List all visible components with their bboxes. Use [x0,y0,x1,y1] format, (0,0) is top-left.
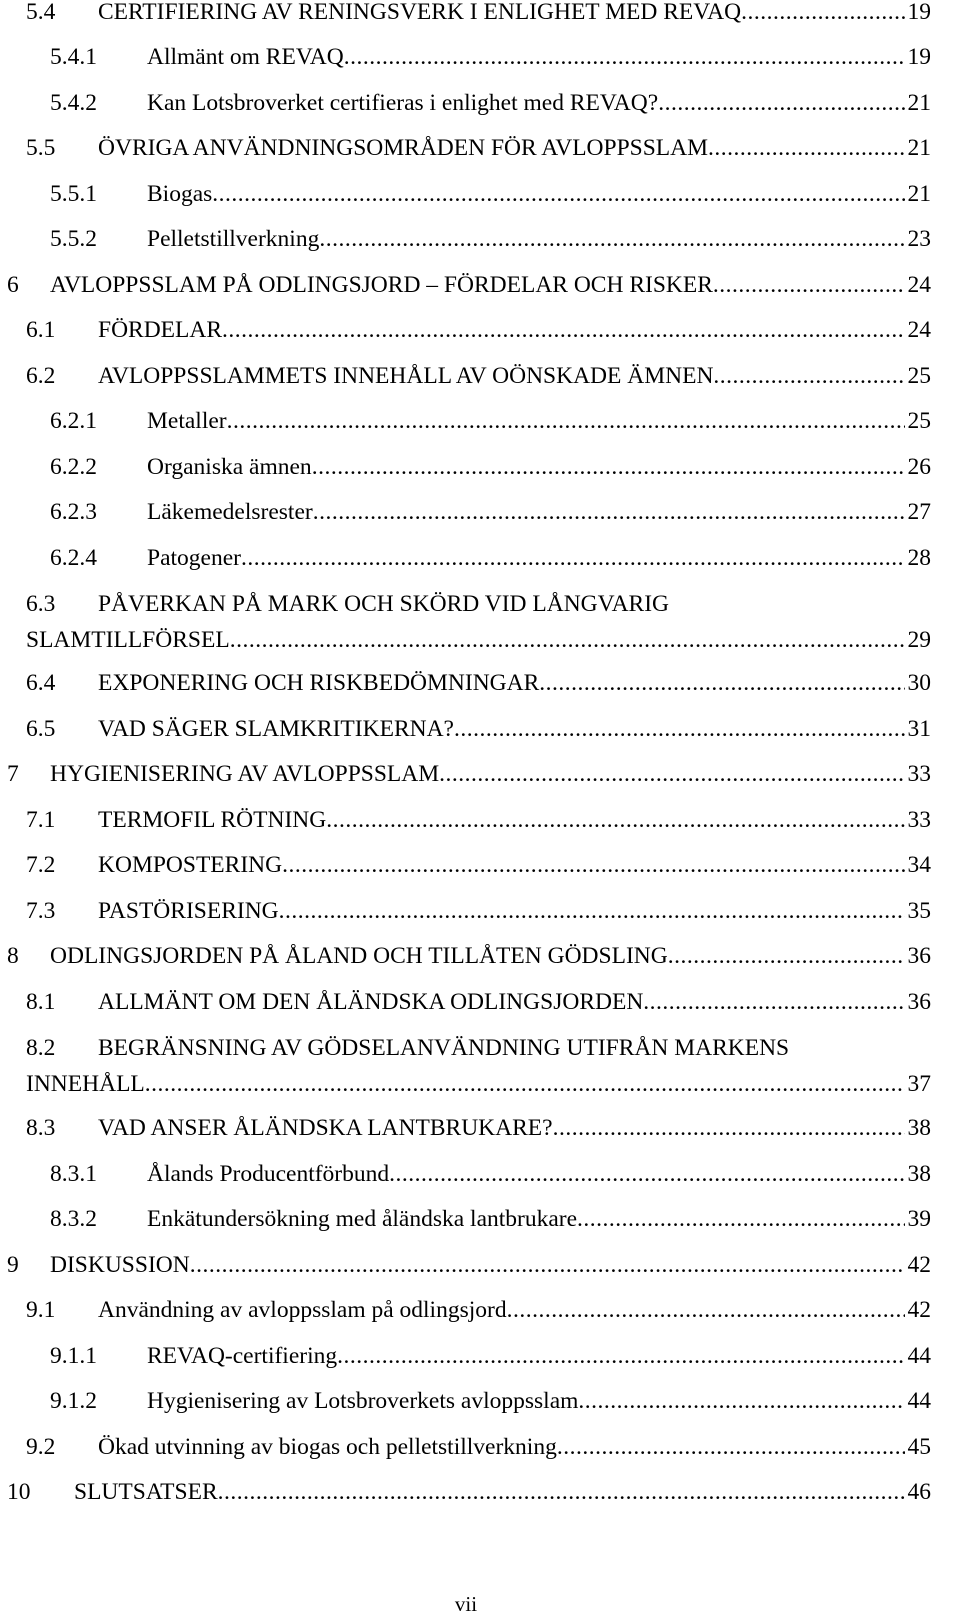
toc-entry[interactable] [0,804,931,836]
toc-entry-page: 27 [907,499,931,525]
toc-entry-title: SLUTSATSER [74,1479,218,1505]
toc-entry-page: 19 [907,44,931,70]
toc-entry-page: 29 [907,627,931,653]
toc-entry-number: 5.4.1 [50,44,97,70]
toc-entry-number: 9 [7,1252,19,1278]
toc-entry-title: KOMPOSTERING [98,852,283,878]
toc-entry-page: 34 [907,852,931,878]
toc-entry-number: 5.5.2 [50,226,97,252]
toc-entry-title: Kan Lotsbroverket certifieras i enlighet med REVAQ? [147,90,659,116]
toc-entry-title: ODLINGSJORDEN PÅ ÅLAND OCH TILLÅTEN GÖDSLING [50,943,668,969]
toc-entry[interactable] [0,269,931,301]
toc-entry-page: 24 [907,272,931,298]
toc-entry-number: 6.5 [26,716,56,742]
toc-entry[interactable] [0,849,931,881]
toc-entry-number: 5.4 [26,0,56,25]
toc-entry-title: EXPONERING OCH RISKBEDÖMNINGAR [98,670,540,696]
dot-leader [713,360,904,392]
toc-entry-number: 5.5 [26,135,56,161]
toc-entry-title: Läkemedelsrester [147,499,313,525]
toc-entry-title: VAD ANSER ÅLÄNDSKA LANTBRUKARE? [98,1115,553,1141]
toc-entry-page: 42 [907,1297,931,1323]
toc-entry-number: 6.3 [26,591,56,617]
toc-entry[interactable] [0,713,931,745]
toc-entry-page: 30 [907,670,931,696]
toc-entry[interactable] [0,178,931,210]
toc-entry[interactable] [0,1249,931,1281]
toc-entry[interactable] [0,1032,931,1100]
toc-entry-number: 10 [7,1479,31,1505]
toc-entry-title: Ålands Producentförbund [147,1161,390,1187]
dot-leader [713,269,905,301]
toc-entry-number: 6 [7,272,19,298]
toc-entry-title: Användning av avloppsslam på odlingsjord [98,1297,507,1323]
toc-entry-title: Organiska ämnen [147,454,312,480]
dot-leader [708,132,904,164]
toc-entry-title: Enkätundersökning med åländska lantbrukare [147,1206,578,1232]
toc-entry[interactable] [0,667,931,699]
toc-entry-title: Patogener [147,545,241,571]
toc-entry-title: CERTIFIERING AV RENINGSVERK I ENLIGHET MED REVAQ [98,0,742,25]
dot-leader [145,1068,905,1100]
dot-leader [741,0,904,28]
toc-entry-page: 19 [907,0,931,25]
toc-entry-number: 7.2 [26,852,56,878]
dot-leader [282,849,904,881]
page-number: vii [454,1592,478,1616]
toc-entry[interactable] [0,1112,931,1144]
toc-entry[interactable] [0,940,931,972]
dot-leader [389,1158,904,1190]
dot-leader [312,451,905,483]
toc-entry[interactable] [0,132,931,164]
toc-entry[interactable] [0,314,931,346]
toc-entry-page: 28 [907,545,931,571]
toc-entry-title: PASTÖRISERING [98,898,279,924]
toc-entry[interactable] [0,1294,931,1326]
toc-entry[interactable] [0,542,931,574]
toc-entry-number: 5.5.1 [50,181,97,207]
toc-entry-page: 25 [907,363,931,389]
dot-leader [553,1112,905,1144]
toc-entry-page: 37 [907,1071,931,1097]
toc-entry-number: 7 [7,761,19,787]
dot-leader [577,1203,904,1235]
dot-leader [190,1249,905,1281]
toc-entry-title: Ökad utvinning av biogas och pelletstillverkning [98,1434,557,1460]
toc-entry-title: HYGIENISERING AV AVLOPPSSLAM [50,761,440,787]
toc-entry-number: 8 [7,943,19,969]
toc-entry[interactable] [0,758,931,790]
toc-entry-number: 8.2 [26,1035,56,1061]
toc-entry-title: AVLOPPSSLAMMETS INNEHÅLL AV OÖNSKADE ÄMNEN [98,363,714,389]
toc-entry-page: 36 [907,943,931,969]
toc-entry-page: 21 [907,181,931,207]
dot-leader [218,1476,905,1508]
toc-entry-number: 9.2 [26,1434,56,1460]
dot-leader [578,1385,904,1417]
toc-entry[interactable] [0,895,931,927]
dot-leader [279,895,905,927]
toc-entry-number: 8.3 [26,1115,56,1141]
toc-entry[interactable] [0,1385,931,1417]
dot-leader [557,1431,905,1463]
dot-leader [230,624,905,656]
toc-entry-page: 35 [907,898,931,924]
toc-entry-title: Metaller [147,408,227,434]
toc-entry-title: Biogas [147,181,213,207]
toc-entry-title: ÖVRIGA ANVÄNDNINGSOMRÅDEN FÖR AVLOPPSSLAM [98,135,709,161]
toc-entry-page: 21 [907,90,931,116]
toc-entry[interactable] [0,1431,931,1463]
dot-leader [222,314,904,346]
toc-entry-number: 5.4.2 [50,90,97,116]
dot-leader [313,496,905,528]
dot-leader [212,178,904,210]
toc-entry-number: 6.4 [26,670,56,696]
toc-entry[interactable] [0,1203,931,1235]
toc-entry-title: FÖRDELAR [98,317,223,343]
toc-entry-page: 46 [907,1479,931,1505]
toc-entry-page: 31 [907,716,931,742]
toc-entry[interactable] [0,360,931,392]
toc-entry-number: 7.3 [26,898,56,924]
toc-entry-page: 21 [907,135,931,161]
toc-entry-number: 6.2.2 [50,454,97,480]
dot-leader [319,223,904,255]
toc-entry-title: BEGRÄNSNING AV GÖDSELANVÄNDNING UTIFRÅN MARKENS [98,1035,790,1061]
toc-entry-page: 33 [907,807,931,833]
toc-entry-page: 25 [907,408,931,434]
toc-entry-page: 44 [907,1343,931,1369]
toc-entry-number: 6.2 [26,363,56,389]
toc-entry[interactable] [0,588,931,656]
toc-entry-number: 7.1 [26,807,56,833]
dot-leader [658,87,904,119]
toc-entry[interactable] [0,41,931,73]
dot-leader [668,940,905,972]
toc-entry[interactable] [0,1158,931,1190]
dot-leader [454,713,905,745]
toc-entry[interactable] [0,0,931,28]
toc-entry-number: 8.1 [26,989,56,1015]
toc-entry-number: 9.1.2 [50,1388,97,1414]
toc-entry-title: ALLMÄNT OM DEN ÅLÄNDSKA ODLINGSJORDEN [98,989,644,1015]
toc-entry[interactable] [0,1476,931,1508]
toc-entry[interactable] [0,451,931,483]
toc-entry-title: Pelletstillverkning [147,226,320,252]
toc-entry-page: 39 [907,1206,931,1232]
toc-entry-title: DISKUSSION [50,1252,190,1278]
dot-leader [507,1294,905,1326]
toc-entry[interactable] [0,405,931,437]
toc-entry-page: 38 [907,1115,931,1141]
toc-entry[interactable] [0,87,931,119]
dot-leader [439,758,904,790]
toc-entry-page: 24 [907,317,931,343]
toc-entry-title-continuation: SLAMTILLFÖRSEL [26,627,230,653]
toc-entry-page: 33 [907,761,931,787]
dot-leader [227,405,905,437]
toc-entry-page: 26 [907,454,931,480]
dot-leader [643,986,904,1018]
toc-entry-number: 6.2.1 [50,408,97,434]
toc-entry-title-continuation: INNEHÅLL [26,1071,145,1097]
toc-entry-page: 36 [907,989,931,1015]
toc-entry-title: TERMOFIL RÖTNING [98,807,327,833]
toc-entry-number: 6.2.3 [50,499,97,525]
toc-entry-number: 6.1 [26,317,56,343]
dot-leader [241,542,905,574]
dot-leader [539,667,904,699]
toc-entry[interactable] [0,1340,931,1372]
toc-entry-number: 6.2.4 [50,545,97,571]
toc-entry-title: Allmänt om REVAQ [147,44,344,70]
toc-entry-page: 44 [907,1388,931,1414]
toc-entry-page: 42 [907,1252,931,1278]
toc-entry-title: Hygienisering av Lotsbroverkets avloppsslam [147,1388,579,1414]
toc-entry-number: 8.3.1 [50,1161,97,1187]
toc-entry[interactable] [0,986,931,1018]
toc-entry-number: 9.1 [26,1297,56,1323]
toc-entry-title: AVLOPPSSLAM PÅ ODLINGSJORD – FÖRDELAR OCH RISKER [50,272,713,298]
dot-leader [337,1340,904,1372]
toc-entry-number: 9.1.1 [50,1343,97,1369]
dot-leader [326,804,904,836]
toc-entry-title: REVAQ-certifiering [147,1343,338,1369]
toc-entry[interactable] [0,496,931,528]
toc-entry-title: PÅVERKAN PÅ MARK OCH SKÖRD VID LÅNGVARIG [98,591,670,617]
toc-entry-page: 23 [907,226,931,252]
toc-entry-number: 8.3.2 [50,1206,97,1232]
toc-entry[interactable] [0,223,931,255]
toc-entry-title: VAD SÄGER SLAMKRITIKERNA? [98,716,454,742]
toc-entry-page: 45 [907,1434,931,1460]
dot-leader [344,41,905,73]
toc-entry-page: 38 [907,1161,931,1187]
